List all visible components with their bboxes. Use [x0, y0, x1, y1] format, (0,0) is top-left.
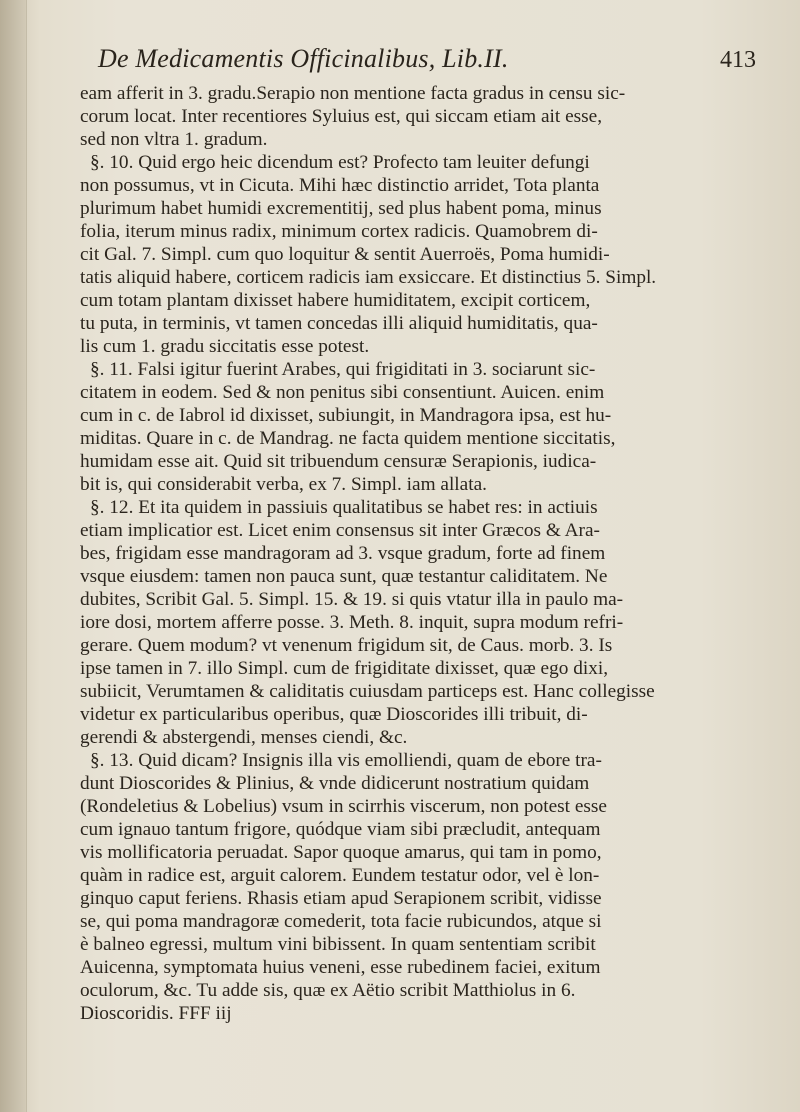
text-line: tu puta, in terminis, vt tamen concedas illi aliquid humiditatis, qua- [80, 313, 598, 334]
page-number: 413 [720, 47, 756, 73]
text-line: folia, iterum minus radix, minimum cortex radicis. Quamobrem di- [80, 221, 598, 242]
text-line: citatem in eodem. Sed & non penitus sibi consentiunt. Auicen. enim [80, 382, 605, 403]
text-line: quàm in radice est, arguit calorem. Eundem testatur odor, vel è lon- [80, 865, 600, 886]
text-line: §. 10. Quid ergo heic dicendum est? Profecto tam leuiter defungi [90, 152, 590, 173]
text-line: gerare. Quem modum? vt venenum frigidum sit, de Caus. morb. 3. Is [80, 635, 613, 656]
text-line: vis mollificatoria peruadat. Sapor quoque amarus, qui tam in pomo, [80, 842, 602, 863]
text-line: Dioscoridis. FFF iij [80, 1003, 232, 1024]
running-title: De Medicamentis Officinalibus, Lib.II. [98, 44, 509, 73]
text-line: vsque eiusdem: tamen non pauca sunt, quæ testantur caliditatem. Ne [80, 566, 608, 587]
text-line: non possumus, vt in Cicuta. Mihi hæc distinctio arridet, Tota planta [80, 175, 600, 196]
text-line: §. 13. Quid dicam? Insignis illa vis emolliendi, quam de ebore tra- [90, 750, 602, 771]
text-line: §. 11. Falsi igitur fuerint Arabes, qui frigiditati in 3. sociarunt sic- [90, 359, 596, 380]
text-line: cum totam plantam dixisset habere humiditatem, excipit corticem, [80, 290, 591, 311]
text-line: ipse tamen in 7. illo Simpl. cum de frigiditate dixisset, quæ ego dixi, [80, 658, 609, 679]
text-line: lis cum 1. gradu siccitatis esse potest. [80, 336, 370, 357]
text-line: bes, frigidam esse mandragoram ad 3. vsque gradum, forte ad finem [80, 543, 606, 564]
body-text [66, 82, 746, 1025]
text-line: ginquo caput feriens. Rhasis etiam apud Serapionem scribit, vidisse [80, 888, 602, 909]
text-line: dunt Dioscorides & Plinius, & vnde didicerunt nostratium quidam [80, 773, 590, 794]
text-line: eam afferit in 3. gradu.Serapio non mentione facta gradus in censu sic- [80, 83, 626, 104]
text-line: cum ignauo tantum frigore, quódque viam sibi præcludit, antequam [80, 819, 601, 840]
text-line: subiicit, Verumtamen & caliditatis cuiusdam particeps est. Hanc collegisse [80, 681, 655, 702]
text-line: cit Gal. 7. Simpl. cum quo loquitur & sentit Auerroës, Poma humidi- [80, 244, 610, 265]
text-line: se, qui poma mandragoræ comederit, tota facie rubicundos, atque si [80, 911, 602, 932]
text-line: tatis aliquid habere, corticem radicis iam exsiccare. Et distinctius 5. Simpl. [80, 267, 657, 288]
text-line: è balneo egressi, multum vini bibissent. In quam sententiam scribit [80, 934, 596, 955]
text-line: Auicenna, symptomata huius veneni, esse rubedinem faciei, exitum [80, 957, 601, 978]
text-line: humidam esse ait. Quid sit tribuendum censuræ Serapionis, iudica- [80, 451, 597, 472]
text-line: sed non vltra 1. gradum. [80, 129, 268, 150]
text-line: corum locat. Inter recentiores Syluius est, qui siccam etiam ait esse, [80, 106, 603, 127]
text-line: gerendi & abstergendi, menses ciendi, &c. [80, 727, 408, 748]
book-gutter [0, 0, 27, 1112]
text-line: cum in c. de Iabrol id dixisset, subiungit, in Mandragora ipsa, est hu- [80, 405, 612, 426]
text-line: dubites, Scribit Gal. 5. Simpl. 15. & 19. si quis vtatur illa in paulo ma- [80, 589, 624, 610]
text-line: (Rondeletius & Lobelius) vsum in scirrhis viscerum, non potest esse [80, 796, 607, 817]
text-line: etiam implicatior est. Licet enim consensus sit inter Græcos & Ara- [80, 520, 600, 541]
text-line: videtur ex particularibus operibus, quæ Dioscorides illi tribuit, di- [80, 704, 588, 725]
page-header [86, 44, 756, 78]
text-line: §. 12. Et ita quidem in passiuis qualitatibus se habet res: in actiuis [90, 497, 598, 518]
text-line: iore dosi, mortem afferre posse. 3. Meth. 8. inquit, supra modum refri- [80, 612, 624, 633]
text-line: miditas. Quare in c. de Mandrag. ne facta quidem mentione siccitatis, [80, 428, 616, 449]
text-line: bit is, qui considerabit verba, ex 7. Simpl. iam allata. [80, 474, 487, 495]
text-line: plurimum habet humidi excrementitij, sed plus habent poma, minus [80, 198, 602, 219]
text-line: oculorum, &c. Tu adde sis, quæ ex Aëtio scribit Matthiolus in 6. [80, 980, 576, 1001]
